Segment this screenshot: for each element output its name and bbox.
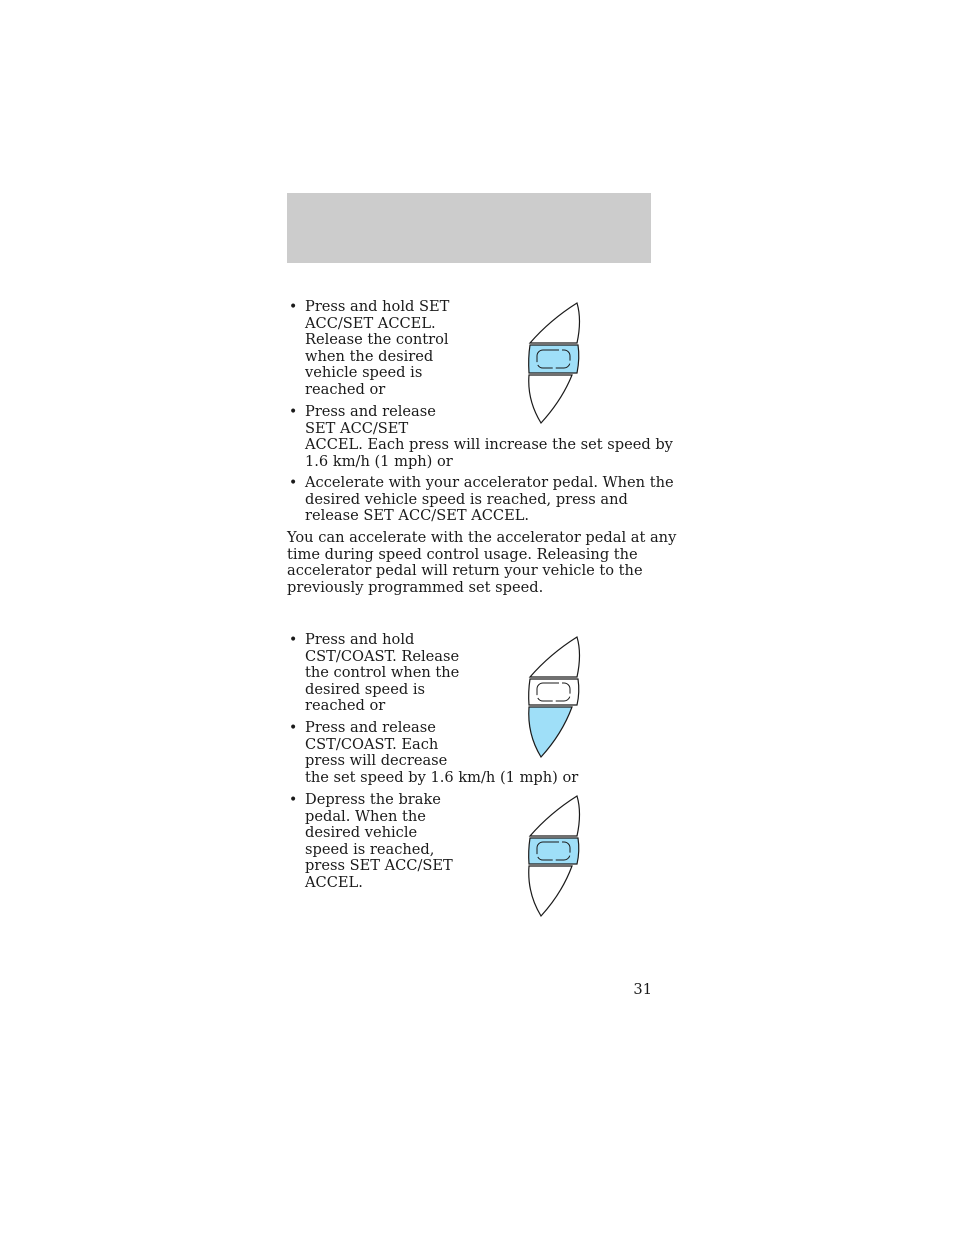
text-line: CST/COAST. Each [305,735,439,753]
text-line: speed is reached, [305,840,435,858]
bullet-marker: • [289,792,298,808]
text-line: CST/COAST. Release [305,647,460,665]
text-line: You can accelerate with the accelerator pedal at any [287,529,677,546]
text-line: Press and hold SET [305,298,450,315]
text-line: press SET ACC/SET [305,857,453,874]
accel-bullet-2 [305,404,673,470]
accel-bullet-3 [305,475,674,525]
speed-control-set-accel-icon [520,793,586,921]
text-line: release SET ACC/SET ACCEL. [305,507,530,524]
accel-paragraph [287,530,676,596]
header-band [287,193,651,263]
set-accel-segment [529,345,579,373]
coast-segment [529,707,572,757]
upper-segment [530,796,580,836]
bullet-marker: • [289,632,298,648]
bullet-marker: • [289,720,298,736]
text-line: Press and release [305,403,436,420]
page-number: 31 [633,981,652,998]
lower-segment [529,375,572,423]
text-line: Depress the brake [305,791,441,808]
coast-bullet-1 [305,632,459,715]
text-line: the control when the [305,664,460,681]
text-line: ACCEL. Each press will increase the set speed by [305,436,673,453]
text-line: ACC/SET ACCEL. [305,314,436,332]
bullet-marker: • [289,299,298,315]
upper-segment [530,637,580,677]
text-line: vehicle speed is [305,364,423,381]
text-line: when the desired [305,347,434,365]
text-line: time during speed control usage. Releasing the [287,545,638,563]
accel-bullet-1 [305,299,449,398]
text-line: Press and hold [305,631,415,648]
lower-segment [529,866,572,916]
upper-segment [530,303,580,343]
text-line: 1.6 km/h (1 mph) or [305,452,453,470]
text-line: desired vehicle speed is reached, press and [305,490,628,508]
coast-bullet-3 [305,792,453,891]
text-line: SET ACC/SET [305,419,409,437]
text-line: the set speed by 1.6 km/h (1 mph) or [305,768,579,786]
text-line: ACCEL. [305,873,363,891]
text-line: pedal. When the [305,807,426,825]
text-line: Press and release [305,719,436,736]
bullet-marker: • [289,475,298,491]
text-line: press will decrease [305,752,448,769]
text-line: desired vehicle [305,824,418,841]
text-line: reached or [305,697,386,714]
speed-control-set-accel-icon [520,300,586,428]
text-line: desired speed is [305,680,425,698]
bullet-marker: • [289,404,298,420]
text-line: previously programmed set speed. [287,578,544,596]
text-line: accelerator pedal will return your vehicle to the [287,562,643,579]
speed-control-coast-icon [520,634,586,762]
text-line: Release the control [305,331,449,348]
text-line: reached or [305,380,386,398]
text-line: Accelerate with your accelerator pedal. When the [305,474,674,491]
